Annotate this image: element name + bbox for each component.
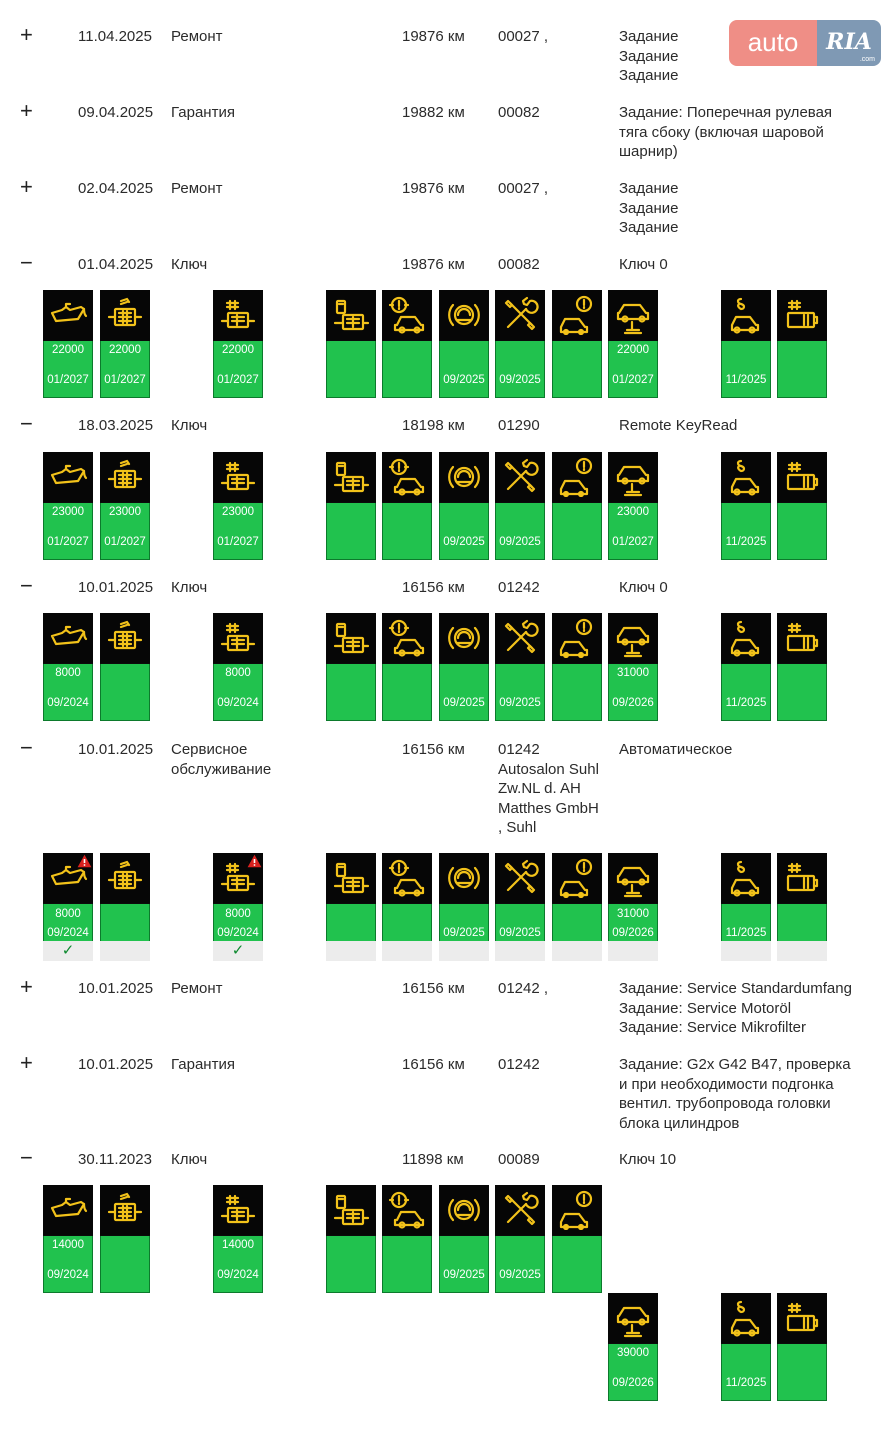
expand-toggle-button[interactable]: +: [20, 98, 33, 123]
collapse-toggle-button[interactable]: −: [20, 573, 33, 598]
car-service-icon: [382, 290, 432, 341]
check-icon: ✓: [61, 942, 75, 959]
service-tile-vcheck: [213, 853, 263, 961]
battery-service-icon: [777, 1293, 827, 1344]
tile-mileage-value: 8000: [225, 908, 251, 920]
entry-type-line: Гарантия: [171, 104, 235, 121]
entry-note: [619, 1150, 869, 1170]
collapse-toggle-button[interactable]: −: [20, 1145, 33, 1170]
brake-pad-icon: [439, 1185, 489, 1236]
tile-due-date: 01/2027: [104, 374, 146, 386]
legal-inspection-icon: [721, 452, 771, 503]
car-lift-icon: [608, 613, 658, 664]
brake-pad-icon: [439, 452, 489, 503]
engine-oil-icon: [43, 613, 93, 664]
tile-mileage-value: 23000: [617, 506, 649, 518]
entry-note-line: Remote KeyRead: [619, 417, 738, 434]
dealer-code-line: , Suhl: [498, 819, 537, 836]
car-lift-icon: [608, 1293, 658, 1344]
tile-due-date: 09/2026: [612, 1377, 654, 1389]
tile-mileage-value: 22000: [222, 344, 254, 356]
entry-note-line: Задание: [619, 67, 679, 84]
tile-due-date: 09/2025: [499, 536, 541, 548]
tile-due-date: 09/2024: [217, 1269, 259, 1281]
tile-mileage-value: 22000: [52, 344, 84, 356]
service-tile-filter: [100, 613, 150, 721]
service-tile-legal: [721, 452, 771, 560]
dealer-code: [498, 740, 610, 838]
expand-toggle-button[interactable]: +: [20, 22, 33, 47]
service-tile-lift: [608, 290, 658, 398]
entry-type: [171, 103, 301, 123]
entry-mileage: 19876 км: [402, 256, 465, 273]
car-service-icon: [382, 452, 432, 503]
engine-oil-icon: [43, 1185, 93, 1236]
legal-inspection-icon: [721, 613, 771, 664]
tile-mileage-value: 8000: [225, 667, 251, 679]
collapse-toggle-button[interactable]: −: [20, 250, 33, 275]
tile-due-date: 01/2027: [612, 374, 654, 386]
dealer-code: [498, 578, 610, 598]
tile-due-date: 11/2025: [725, 927, 767, 939]
fuel-filter-icon: [326, 853, 376, 904]
particle-filter-icon: [100, 290, 150, 341]
entry-type: [171, 578, 301, 598]
dealer-code: [498, 255, 610, 275]
entry-type-line: Ключ: [171, 256, 208, 273]
dealer-code-line: 00082: [498, 256, 540, 273]
entry-note: [619, 179, 869, 238]
tile-due-date: 09/2025: [499, 927, 541, 939]
entry-note-line: Задание: [619, 180, 679, 197]
service-tile-service-car: [382, 290, 432, 398]
entry-date: 11.04.2025: [78, 28, 152, 45]
tile-status-strip: [382, 941, 432, 961]
entry-date: 30.11.2023: [78, 1151, 152, 1168]
service-tile-brake: [439, 452, 489, 560]
tile-status-strip: [721, 941, 771, 961]
entry-note-line: Ключ 0: [619, 256, 668, 273]
expand-toggle-button[interactable]: +: [20, 174, 33, 199]
brake-pad-icon: [439, 613, 489, 664]
tile-due-date: 09/2025: [443, 927, 485, 939]
tools-icon: [495, 452, 545, 503]
service-tile-tools: [495, 452, 545, 560]
entry-type: [171, 979, 301, 999]
tile-due-date: 11/2025: [725, 1377, 767, 1389]
service-tile-car-warn: [552, 1185, 602, 1293]
legal-inspection-icon: [721, 853, 771, 904]
tile-due-date: 09/2024: [47, 927, 89, 939]
tile-status-strip: [777, 941, 827, 961]
entry-type: [171, 179, 301, 199]
tile-due-date: 09/2024: [47, 697, 89, 709]
check-icon: ✓: [231, 942, 245, 959]
entry-mileage: 19876 км: [402, 180, 465, 197]
entry-mileage: 19876 км: [402, 28, 465, 45]
service-tile-legal: [721, 1293, 771, 1401]
dealer-code-line: 00082: [498, 104, 540, 121]
service-tile-legal: [721, 853, 771, 961]
entry-note: [619, 416, 869, 436]
entry-type: [171, 255, 301, 275]
tile-mileage-value: 23000: [222, 506, 254, 518]
service-tile-car-warn: [552, 853, 602, 961]
tools-icon: [495, 290, 545, 341]
service-tile-oil: [43, 613, 93, 721]
entry-mileage: 16156 км: [402, 741, 465, 758]
entry-date: 02.04.2025: [78, 180, 154, 197]
entry-note: [619, 578, 869, 598]
car-service-icon: [382, 1185, 432, 1236]
logo-part-ria: RIA: [817, 20, 881, 66]
entry-type-line: Ключ: [171, 1151, 208, 1168]
car-service-icon: [382, 613, 432, 664]
entry-date: 10.01.2025: [78, 579, 154, 596]
tile-due-date: 09/2025: [499, 1269, 541, 1281]
entry-type: [171, 416, 301, 436]
dealer-code: [498, 416, 610, 436]
service-tile-lift: [608, 613, 658, 721]
tile-due-date: 01/2027: [217, 536, 259, 548]
collapse-toggle-button[interactable]: −: [20, 735, 33, 760]
dealer-code: [498, 27, 610, 47]
service-tile-car-warn: [552, 613, 602, 721]
service-tile-filter: [100, 1185, 150, 1293]
entry-type-line: Гарантия: [171, 1056, 235, 1073]
service-tile-fuel-filter: [326, 853, 376, 961]
entry-mileage: 19882 км: [402, 104, 465, 121]
entry-note: [619, 979, 869, 1038]
entry-type-line: обслуживание: [171, 760, 272, 778]
expand-toggle-button[interactable]: +: [20, 1050, 33, 1075]
service-tile-car-warn: [552, 452, 602, 560]
service-tile-filter: [100, 853, 150, 961]
entry-note-line: Задание: Service Mikrofilter: [619, 1019, 807, 1036]
entry-note-line: Автоматическое: [619, 741, 733, 758]
service-tile-oil: [43, 290, 93, 398]
tile-due-date: 09/2024: [217, 927, 259, 939]
tile-status-strip: [100, 941, 150, 961]
entry-type-line: Ключ: [171, 579, 208, 596]
entry-mileage: 11898 км: [402, 1151, 464, 1168]
tile-due-date: 01/2027: [47, 536, 89, 548]
tile-due-date: 09/2025: [499, 374, 541, 386]
dealer-code-line: 00027 ,: [498, 180, 549, 197]
car-warning-icon: [552, 613, 602, 664]
dealer-code: [498, 179, 610, 199]
entry-note-line: вентил. трубопровода головки: [619, 1095, 831, 1112]
engine-oil-icon: [43, 290, 93, 341]
service-tile-tools: [495, 1185, 545, 1293]
service-tile-lift: [608, 853, 658, 961]
tile-mileage-value: 8000: [55, 667, 81, 679]
entry-note: [619, 1055, 869, 1133]
service-tile-fuel-filter: [326, 613, 376, 721]
service-tile-legal: [721, 613, 771, 721]
car-lift-icon: [608, 290, 658, 341]
entry-date: 10.01.2025: [78, 980, 154, 997]
entry-type: [171, 1150, 301, 1170]
service-tile-vcheck: [213, 613, 263, 721]
entry-note-line: шарнир): [619, 143, 678, 160]
dealer-code-line: 01290: [498, 417, 540, 434]
entry-type: [171, 1055, 301, 1075]
dealer-code-line: 01242: [498, 741, 540, 758]
tile-status-strip: [552, 941, 602, 961]
fuel-filter-icon: [326, 1185, 376, 1236]
tile-due-date: 11/2025: [725, 536, 767, 548]
tile-due-date: 09/2025: [443, 374, 485, 386]
autoria-logo: [729, 20, 881, 66]
logo-part-auto: auto: [729, 20, 817, 66]
car-warning-icon: [552, 452, 602, 503]
service-tile-service-car: [382, 853, 432, 961]
entry-mileage: 18198 км: [402, 417, 465, 434]
entry-type-line: Ключ: [171, 417, 208, 434]
entry-note-line: Задание: [619, 199, 679, 217]
service-tile-service-car: [382, 1185, 432, 1293]
entry-date: 01.04.2025: [78, 256, 154, 273]
dealer-code-line: 01242 ,: [498, 980, 549, 997]
service-tile-battery: [777, 452, 827, 560]
entry-type-line: Ремонт: [171, 980, 223, 997]
tile-due-date: 09/2026: [612, 697, 654, 709]
entry-note: [619, 255, 869, 275]
car-warning-icon: [552, 1185, 602, 1236]
service-tile-battery: [777, 853, 827, 961]
dealer-code-line: 01242: [498, 1056, 540, 1073]
service-tile-battery: [777, 613, 827, 721]
tile-status-strip: [439, 941, 489, 961]
tile-mileage-value: 8000: [55, 908, 81, 920]
service-tile-oil: [43, 1185, 93, 1293]
service-tile-filter: [100, 452, 150, 560]
tile-due-date: 01/2027: [612, 536, 654, 548]
engine-oil-icon: [43, 452, 93, 503]
entry-mileage: 16156 км: [402, 579, 465, 596]
tile-status-strip: [495, 941, 545, 961]
vehicle-check-icon: [213, 613, 263, 664]
vehicle-check-icon: [213, 290, 263, 341]
collapse-toggle-button[interactable]: −: [20, 411, 33, 436]
brake-pad-icon: [439, 290, 489, 341]
entry-note-line: Ключ 10: [619, 1151, 677, 1168]
tile-mileage-value: 23000: [52, 506, 84, 518]
entry-note-line: Задание: G2x G42 B47, проверка: [619, 1056, 851, 1073]
tile-due-date: 01/2027: [217, 374, 259, 386]
service-tile-brake: [439, 853, 489, 961]
tile-due-date: 11/2025: [725, 697, 767, 709]
tile-due-date: 09/2025: [499, 697, 541, 709]
particle-filter-icon: [100, 613, 150, 664]
car-lift-icon: [608, 452, 658, 503]
dealer-code: [498, 1055, 610, 1075]
service-tile-fuel-filter: [326, 452, 376, 560]
entry-date: 09.04.2025: [78, 104, 154, 121]
brake-pad-icon: [439, 853, 489, 904]
service-tile-oil: [43, 452, 93, 560]
service-tile-legal: [721, 290, 771, 398]
service-tile-brake: [439, 1185, 489, 1293]
battery-service-icon: [777, 290, 827, 341]
car-warning-icon: [552, 853, 602, 904]
warning-icon: [247, 854, 262, 868]
car-service-icon: [382, 853, 432, 904]
service-tile-car-warn: [552, 290, 602, 398]
service-tile-battery: [777, 290, 827, 398]
service-tile-battery: [777, 1293, 827, 1401]
tile-due-date: 01/2027: [47, 374, 89, 386]
tile-status-strip: [608, 941, 658, 961]
service-tile-filter: [100, 290, 150, 398]
entry-date: 18.03.2025: [78, 417, 154, 434]
service-tile-tools: [495, 290, 545, 398]
service-tile-lift: [608, 1293, 658, 1401]
dealer-code: [498, 979, 610, 999]
tile-mileage-value: 22000: [617, 344, 649, 356]
service-tile-oil: [43, 853, 93, 961]
entry-note: [619, 740, 869, 760]
tile-due-date: 11/2025: [725, 374, 767, 386]
dealer-code: [498, 1150, 610, 1170]
tile-due-date: 09/2025: [443, 536, 485, 548]
entry-note-line: тяга сбоку (включая шаровой: [619, 123, 824, 141]
service-tile-brake: [439, 613, 489, 721]
tile-due-date: 09/2024: [47, 1269, 89, 1281]
entry-note-line: Задание: Service Standardumfang: [619, 980, 852, 997]
tile-due-date: 09/2024: [217, 697, 259, 709]
entry-note-line: Задание: [619, 28, 679, 45]
entry-type-line: Ремонт: [171, 180, 223, 197]
tile-due-date: 01/2027: [104, 536, 146, 548]
battery-service-icon: [777, 853, 827, 904]
service-tile-fuel-filter: [326, 290, 376, 398]
entry-date: 10.01.2025: [78, 741, 154, 758]
dealer-code-line: 00027 ,: [498, 28, 549, 45]
service-tile-service-car: [382, 613, 432, 721]
dealer-code: [498, 103, 610, 123]
tile-mileage-value: 22000: [109, 344, 141, 356]
entry-mileage: 16156 км: [402, 980, 465, 997]
legal-inspection-icon: [721, 290, 771, 341]
service-tile-vcheck: [213, 1185, 263, 1293]
tools-icon: [495, 613, 545, 664]
entry-date: 10.01.2025: [78, 1056, 154, 1073]
battery-service-icon: [777, 452, 827, 503]
entry-note-line: и при необходимости подгонка: [619, 1075, 834, 1093]
entry-type: [171, 740, 301, 779]
legal-inspection-icon: [721, 1293, 771, 1344]
service-tile-vcheck: [213, 452, 263, 560]
service-tile-fuel-filter: [326, 1185, 376, 1293]
entry-type-line: Ремонт: [171, 28, 223, 45]
entry-note: [619, 103, 869, 162]
dealer-code-line: 01242: [498, 579, 540, 596]
service-tile-tools: [495, 853, 545, 961]
tile-due-date: 09/2026: [612, 927, 654, 939]
particle-filter-icon: [100, 452, 150, 503]
tile-mileage-value: 31000: [617, 908, 649, 920]
tile-mileage-value: 14000: [222, 1239, 254, 1251]
tile-status-strip: [326, 941, 376, 961]
dealer-code-line: 00089: [498, 1151, 540, 1168]
particle-filter-icon: [100, 853, 150, 904]
tile-due-date: 09/2025: [443, 1269, 485, 1281]
tile-mileage-value: 39000: [617, 1347, 649, 1359]
tile-mileage-value: 23000: [109, 506, 141, 518]
logo-suffix: .com: [859, 56, 875, 63]
service-tile-brake: [439, 290, 489, 398]
fuel-filter-icon: [326, 290, 376, 341]
car-warning-icon: [552, 290, 602, 341]
service-tile-tools: [495, 613, 545, 721]
service-tile-service-car: [382, 452, 432, 560]
dealer-code-line: Zw.NL d. AH: [498, 780, 581, 797]
dealer-code-line: Matthes GmbH: [498, 799, 599, 817]
entry-note-line: Задание: Service Motoröl: [619, 999, 792, 1017]
service-tile-lift: [608, 452, 658, 560]
entry-note-line: Задание: [619, 219, 679, 236]
entry-note-line: Задание: Поперечная рулевая: [619, 104, 833, 121]
tile-mileage-value: 31000: [617, 667, 649, 679]
warning-icon: [77, 854, 92, 868]
battery-service-icon: [777, 613, 827, 664]
tile-due-date: 09/2025: [443, 697, 485, 709]
fuel-filter-icon: [326, 613, 376, 664]
entry-mileage: 16156 км: [402, 1056, 465, 1073]
vehicle-check-icon: [213, 452, 263, 503]
tools-icon: [495, 1185, 545, 1236]
entry-type-line: Сервисное: [171, 741, 248, 758]
service-tile-vcheck: [213, 290, 263, 398]
dealer-code-line: Autosalon Suhl: [498, 760, 599, 778]
entry-note-line: блока цилиндров: [619, 1114, 740, 1132]
expand-toggle-button[interactable]: +: [20, 974, 33, 999]
particle-filter-icon: [100, 1185, 150, 1236]
vehicle-check-icon: [213, 1185, 263, 1236]
tile-mileage-value: 14000: [52, 1239, 84, 1251]
fuel-filter-icon: [326, 452, 376, 503]
car-lift-icon: [608, 853, 658, 904]
entry-type: [171, 27, 301, 47]
tools-icon: [495, 853, 545, 904]
entry-note-line: Ключ 0: [619, 579, 668, 596]
entry-note-line: Задание: [619, 47, 679, 65]
